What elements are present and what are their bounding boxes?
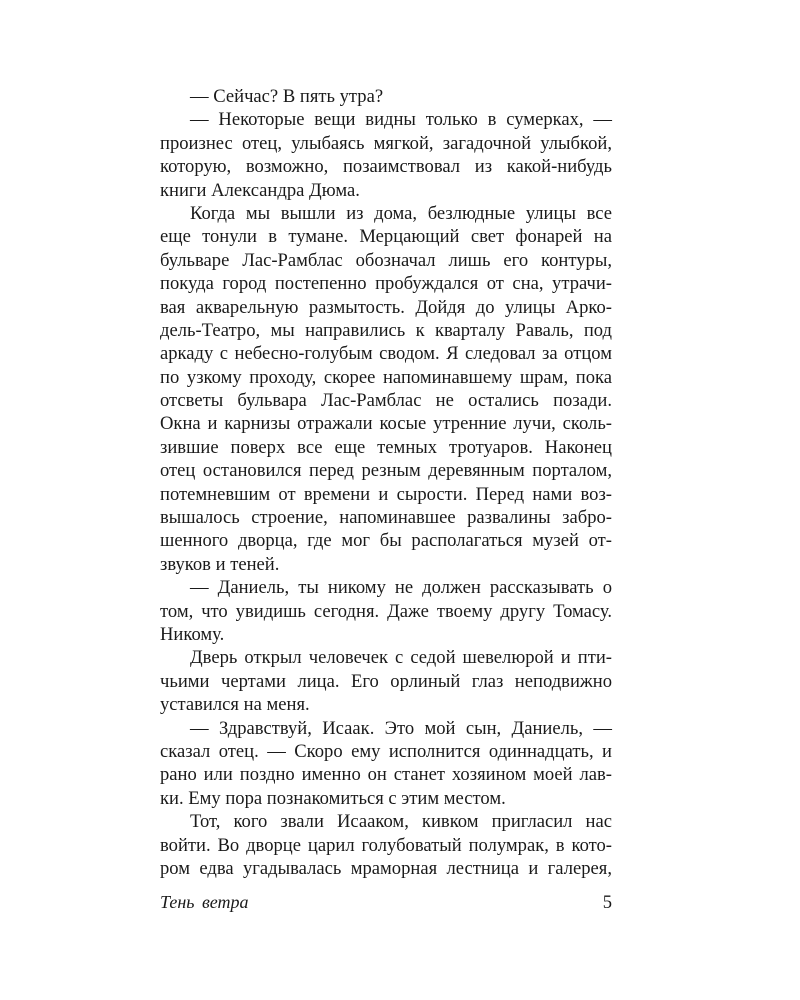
text-line: отсветы бульвара Лас-Рамблас не остались позади. — [160, 390, 612, 412]
text-line: том, что увидишь сегодня. Даже твоему другу Томасу. — [160, 600, 612, 622]
text-line: отец остановился перед резным деревянным порталом, — [160, 460, 612, 482]
body-text — [160, 85, 612, 880]
text-line: вышалось строение, напоминавшее развалины забро- — [160, 507, 612, 529]
text-line: Когда мы вышли из дома, безлюдные улицы все — [190, 202, 612, 224]
text-line: книги Александра Дюма. — [160, 179, 360, 201]
text-line: зившие поверх все еще темных тротуаров. Наконец — [160, 436, 612, 458]
text-line: — Даниель, ты никому не должен рассказывать о — [190, 577, 612, 599]
text-line: звуков и теней. — [160, 553, 280, 575]
text-line: которую, возможно, позаимствовал из какой-нибудь — [160, 156, 612, 178]
text-line: ки. Ему пора познакомиться с этим местом. — [160, 787, 506, 809]
text-line: — Сейчас? В пять утра? — [190, 86, 384, 107]
text-line: Дверь открыл человечек с седой шевелюрой и пти- — [190, 647, 612, 669]
text-line: войти. Во дворце царил голубоватый полумрак, в кото- — [160, 834, 612, 856]
text-line: по узкому проходу, скорее напоминавшему шрам, пока — [160, 366, 612, 388]
text-line: Тот, кого звали Исааком, кивком пригласил нас — [190, 811, 612, 833]
text-line: произнес отец, улыбаясь мягкой, загадочной улыбкой, — [160, 132, 612, 154]
text-line: — Здравствуй, Исаак. Это мой сын, Даниель, — — [190, 717, 612, 739]
running-footer-title: Тень ветра — [160, 892, 249, 912]
text-line: бульваре Лас-Рамблас обозначал лишь его контуры, — [160, 249, 612, 271]
text-line: Никому. — [160, 623, 225, 645]
text-line: потемневшим от времени и сырости. Перед нами воз- — [160, 483, 612, 505]
text-line: чьими чертами лица. Его орлиный глаз неподвижно — [160, 670, 612, 692]
text-line: сказал отец. — Скоро ему исполнится одиннадцать, и — [160, 740, 612, 762]
text-line: вая акварельную размытость. Дойдя до улицы Арко- — [160, 296, 612, 318]
text-line: уставился на меня. — [160, 694, 310, 716]
text-line: ром едва угадывалась мраморная лестница и галерея, — [160, 857, 612, 879]
text-line: шенного дворца, где мог бы располагаться музей от- — [160, 530, 612, 552]
text-line: рано или поздно именно он станет хозяином моей лав- — [160, 764, 612, 786]
text-line: еще тонули в тумане. Мерцающий свет фонарей на — [160, 226, 612, 248]
text-line: аркаду с небесно-голубым сводом. Я следовал за отцом — [160, 343, 612, 365]
page-number: 5 — [602, 892, 612, 913]
text-line: Окна и карнизы отражали косые утренние лучи, сколь- — [160, 413, 612, 435]
text-line: покуда город постепенно пробуждался от сна, утрачи- — [160, 273, 612, 295]
text-line: дель-Театро, мы направились к кварталу Раваль, под — [160, 319, 612, 341]
text-line: — Некоторые вещи видны только в сумерках, — — [190, 109, 612, 131]
